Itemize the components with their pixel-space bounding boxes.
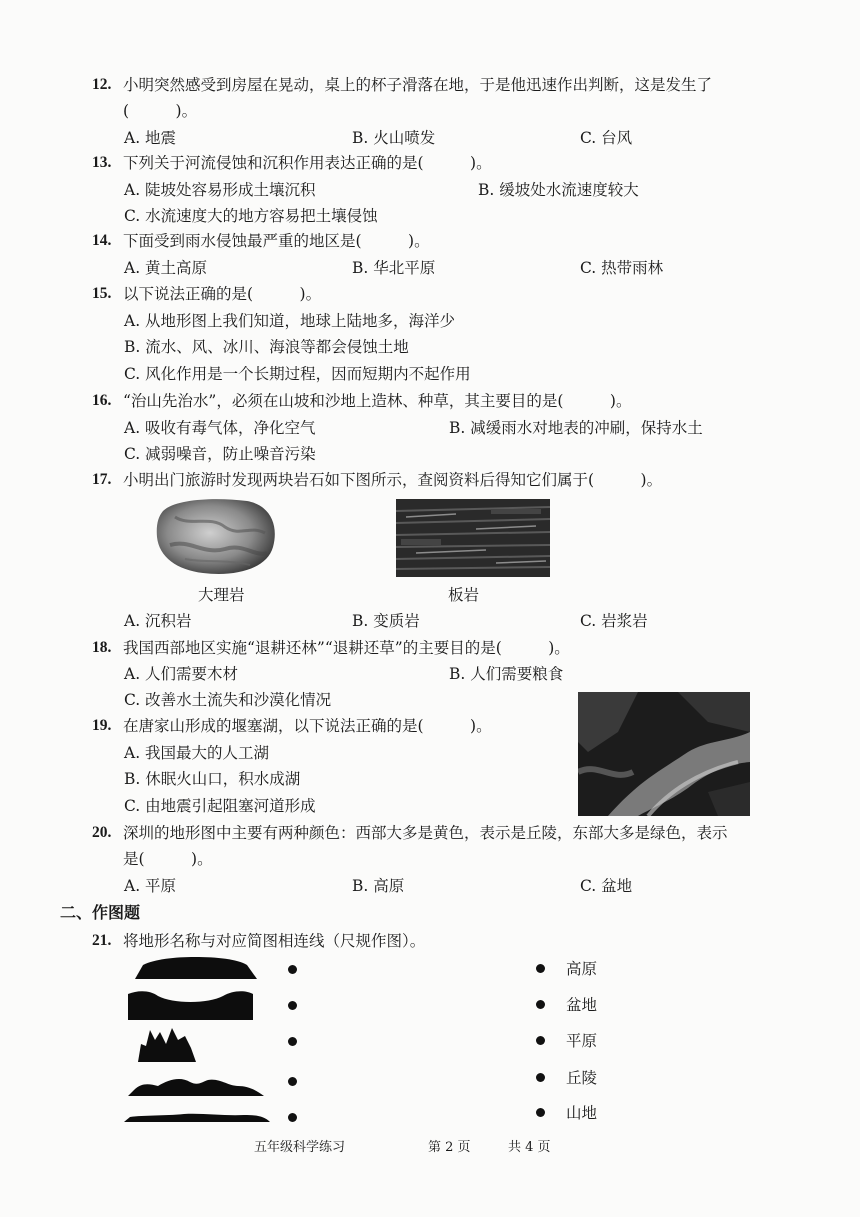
q15-option-b: B. 流水、风、冰川、海浪等都会侵蚀土地 <box>124 338 409 356</box>
q18-option-b: B. 人们需要粮食 <box>449 665 564 683</box>
q19-option-b: B. 休眠火山口，积水成湖 <box>124 770 301 788</box>
connect-dot-left-3[interactable] <box>288 1037 297 1046</box>
footer-page: 第 2 页 <box>428 1140 471 1155</box>
footer-total: 共 4 页 <box>508 1140 551 1155</box>
q16-option-c: C. 减弱噪音，防止噪音污染 <box>124 445 316 463</box>
q17-stem: 小明出门旅游时发现两块岩石如下图所示，查阅资料后得知它们属于( )。 <box>123 471 663 489</box>
q12-option-c: C. 台风 <box>580 129 633 147</box>
term-plateau: 高原 <box>566 960 598 978</box>
q21-stem: 将地形名称与对应简图相连线（尺规作图）。 <box>123 932 426 950</box>
q17-option-a: A. 沉积岩 <box>124 612 192 630</box>
q18-stem: 我国西部地区实施“退耕还林”“退耕还草”的主要目的是( )。 <box>123 639 570 657</box>
q20-option-a: A. 平原 <box>124 877 177 895</box>
section-heading-drawing: 二、作图题 <box>60 903 141 922</box>
basin-silhouette <box>128 988 253 1020</box>
q20-option-b: B. 高原 <box>352 877 405 895</box>
connect-dot-right-5[interactable] <box>536 1108 545 1117</box>
q19-number: 19. <box>92 717 112 734</box>
q18-option-a: A. 人们需要木材 <box>124 665 239 683</box>
plateau-silhouette <box>135 955 257 979</box>
q15-number: 15. <box>92 285 112 302</box>
connect-dot-left-2[interactable] <box>288 1001 297 1010</box>
q13-stem: 下列关于河流侵蚀和沉积作用表达正确的是( )。 <box>123 154 492 172</box>
q20-stem: 深圳的地形图中主要有两种颜色：西部大多是黄色，表示是丘陵，东部大多是绿色，表示 <box>123 824 728 842</box>
connect-dot-right-1[interactable] <box>536 964 545 973</box>
connect-dot-right-3[interactable] <box>536 1036 545 1045</box>
q20-number: 20. <box>92 824 112 841</box>
q19-option-c: C. 由地震引起阻塞河道形成 <box>124 797 316 815</box>
connect-dot-right-2[interactable] <box>536 1000 545 1009</box>
q20-option-c: C. 盆地 <box>580 877 633 895</box>
q12-option-b: B. 火山喷发 <box>352 129 436 147</box>
marble-rock-photo <box>155 497 280 577</box>
q16-option-a: A. 吸收有毒气体，净化空气 <box>124 419 316 437</box>
marble-caption: 大理岩 <box>198 586 245 604</box>
q12-option-a: A. 地震 <box>124 129 177 147</box>
q12-stem-blank: ( )。 <box>123 102 198 120</box>
q14-stem: 下面受到雨水侵蚀最严重的地区是( )。 <box>123 232 430 250</box>
q17-option-c: C. 岩浆岩 <box>580 612 648 630</box>
q15-stem: 以下说法正确的是( )。 <box>123 285 322 303</box>
q14-option-b: B. 华北平原 <box>352 259 436 277</box>
q17-option-b: B. 变质岩 <box>352 612 420 630</box>
q14-option-c: C. 热带雨林 <box>580 259 664 277</box>
q19-option-a: A. 我国最大的人工湖 <box>124 744 270 762</box>
q15-option-a: A. 从地形图上我们知道，地球上陆地多，海洋少 <box>124 312 456 330</box>
q19-stem: 在唐家山形成的堰塞湖，以下说法正确的是( )。 <box>123 717 492 735</box>
q12-stem: 小明突然感受到房屋在晃动，桌上的杯子滑落在地，于是他迅速作出判断，这是发生了 <box>123 76 713 94</box>
q20-stem-line2: 是( )。 <box>123 850 213 868</box>
hills-silhouette <box>128 1072 264 1096</box>
q17-number: 17. <box>92 471 112 488</box>
mountain-silhouette <box>138 1024 196 1062</box>
q14-number: 14. <box>92 232 112 249</box>
connect-dot-left-1[interactable] <box>288 965 297 974</box>
q16-option-b: B. 减缓雨水对地表的冲刷，保持水土 <box>449 419 703 437</box>
slate-caption: 板岩 <box>448 586 480 604</box>
connect-dot-right-4[interactable] <box>536 1073 545 1082</box>
q13-option-b: B. 缓坡处水流速度较大 <box>478 181 639 199</box>
q16-stem: “治山先治水”，必须在山坡和沙地上造林、种草，其主要目的是( )。 <box>123 392 632 410</box>
q13-option-a: A. 陡坡处容易形成土壤沉积 <box>124 181 316 199</box>
term-mountain: 山地 <box>566 1104 598 1122</box>
barrier-lake-photo <box>578 692 750 816</box>
term-plain: 平原 <box>566 1032 598 1050</box>
term-hills: 丘陵 <box>566 1069 598 1087</box>
q12-number: 12. <box>92 76 112 93</box>
connect-dot-left-5[interactable] <box>288 1113 297 1122</box>
term-basin: 盆地 <box>566 996 598 1014</box>
plain-silhouette <box>124 1110 270 1122</box>
q13-option-c: C. 水流速度大的地方容易把土壤侵蚀 <box>124 207 378 225</box>
q18-option-c: C. 改善水土流失和沙漠化情况 <box>124 691 332 709</box>
q16-number: 16. <box>92 392 112 409</box>
footer-title: 五年级科学练习 <box>254 1140 346 1155</box>
q18-number: 18. <box>92 639 112 656</box>
q13-number: 13. <box>92 154 112 171</box>
slate-rock-photo <box>396 499 550 577</box>
q21-number: 21. <box>92 932 112 949</box>
q14-option-a: A. 黄土高原 <box>124 259 208 277</box>
q15-option-c: C. 风化作用是一个长期过程，因而短期内不起作用 <box>124 365 471 383</box>
connect-dot-left-4[interactable] <box>288 1077 297 1086</box>
